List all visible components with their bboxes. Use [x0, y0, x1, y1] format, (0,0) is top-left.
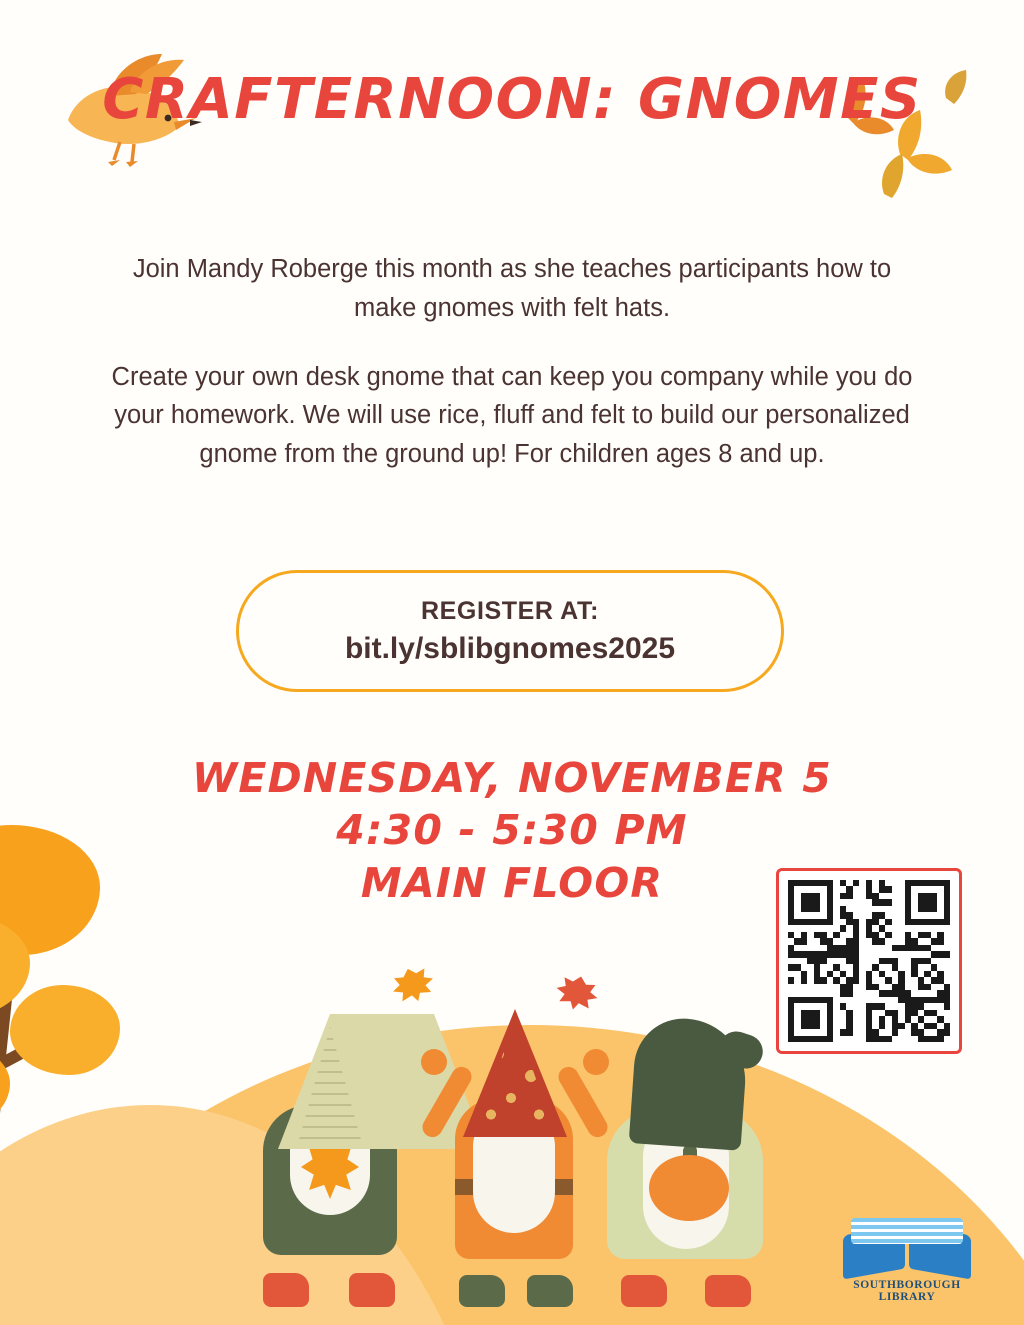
gnome-boot: [621, 1275, 667, 1307]
library-logo: [832, 1216, 982, 1303]
gnome-with-leaf: [245, 967, 415, 1307]
gnome-boot: [527, 1275, 573, 1307]
tree-foliage-blob: [10, 985, 120, 1075]
gnome-illustrations: [215, 947, 795, 1307]
event-location: MAIN FLOOR: [360, 858, 664, 907]
book-lines: [851, 1218, 963, 1244]
qr-code[interactable]: [776, 868, 962, 1054]
gnome-boot: [459, 1275, 505, 1307]
gnome-boot: [705, 1275, 751, 1307]
register-label: REGISTER AT:: [420, 596, 600, 625]
pumpkin-icon: [649, 1155, 729, 1221]
registration-callout[interactable]: [236, 570, 784, 692]
description-paragraph-1: Join Mandy Roberge this month as she teaches participants how to make gnomes with felt hats.: [132, 255, 892, 322]
gnome-boot: [349, 1273, 395, 1307]
gnome-with-pumpkin: [595, 962, 785, 1307]
event-time: 4:30 - 5:30 PM: [336, 806, 688, 855]
register-link[interactable]: bit.ly/sblibgnomes2025: [344, 631, 676, 665]
gnome-hand: [421, 1049, 447, 1075]
qr-code-matrix: [788, 880, 950, 1042]
gnome-waving: [415, 957, 615, 1307]
gnome-boot: [263, 1273, 309, 1307]
description-paragraph-2: Create your own desk gnome that can keep you company while you do your homework. We will use rice, fluff and felt to build our personalized gnome from the ground up! For children ages 8 and up.: [111, 362, 913, 468]
description-block: [110, 250, 914, 474]
open-book-icon: [841, 1216, 973, 1274]
event-date: WEDNESDAY, NOVEMBER 5: [192, 754, 832, 802]
page-title: CRAFTERNOON: GNOMES: [102, 67, 922, 132]
library-name: SOUTHBOROUGH LIBRARY: [853, 1279, 961, 1303]
